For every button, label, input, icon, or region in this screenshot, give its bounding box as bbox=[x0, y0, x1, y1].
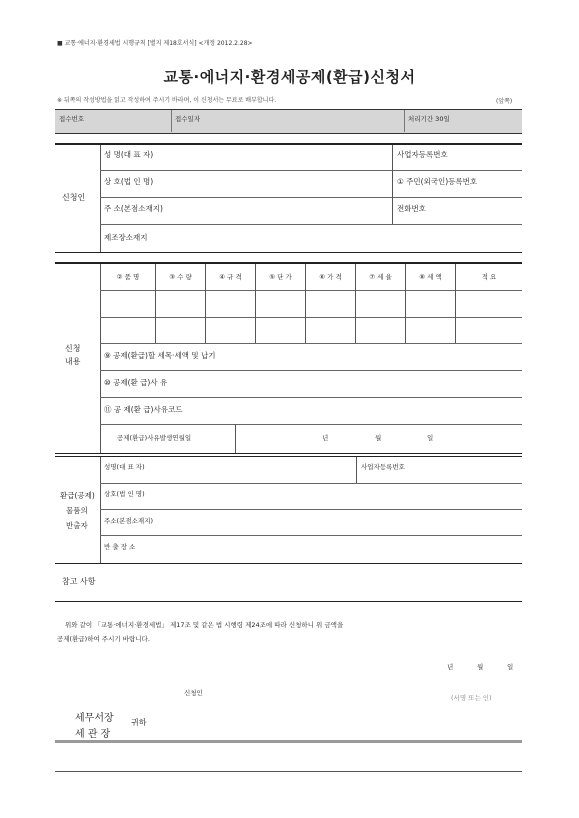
page-title: 교통·에너지·환경세공제(환급)신청서 bbox=[163, 68, 416, 86]
exporter-biz-no-field[interactable]: 사업자등록번호 bbox=[361, 463, 405, 471]
exporter-name-field[interactable]: 성명(대 표 자) bbox=[104, 463, 145, 471]
column-tax-rate: ⑦ 세 율 bbox=[369, 273, 392, 281]
reason-date-month: 월 bbox=[375, 434, 382, 442]
applicant-company-field[interactable]: 상 호(법 인 명) bbox=[104, 177, 154, 186]
applicant-name-field[interactable]: 성 명(대 표 자) bbox=[104, 150, 154, 159]
column-spec: ④ 규 격 bbox=[219, 273, 242, 281]
column-price: ⑥ 가 격 bbox=[319, 273, 342, 281]
applicant-sign-label: 신청인 bbox=[184, 689, 203, 697]
exporter-section-label-3: 반출자 bbox=[66, 521, 88, 530]
processing-period-label: 처리기간 30일 bbox=[408, 115, 450, 123]
exporter-section-label-1: 환급(공제) bbox=[60, 491, 95, 500]
side-label: (앞쪽) bbox=[496, 98, 513, 105]
statement-month: 월 bbox=[477, 663, 484, 671]
statement-line-1: 위와 같이 「교통·에너지·환경세법」 제17조 및 같은 법 시행령 제24조에 따라 신청하니 위 금액을 bbox=[65, 621, 344, 629]
footer-bar bbox=[55, 740, 522, 743]
receipt-number-label: 접수번호 bbox=[59, 115, 85, 123]
request-section-label-1: 신청 bbox=[65, 344, 81, 353]
honorific: 귀하 bbox=[131, 718, 147, 727]
section-divider bbox=[55, 143, 522, 145]
tax-item-row-label[interactable]: ⑨ 공제(환급)할 세목·세액 및 납기 bbox=[104, 351, 216, 360]
statement-day: 일 bbox=[507, 663, 514, 671]
column-quantity: ③ 수 량 bbox=[169, 273, 192, 281]
reference-label: 참고 사항 bbox=[62, 577, 96, 586]
reason-date-year: 년 bbox=[322, 434, 329, 442]
applicant-resident-no-field[interactable]: ① 주민(외국인)등록번호 bbox=[397, 177, 478, 186]
exporter-company-field[interactable]: 상호(법 인 명) bbox=[104, 490, 145, 498]
statement-year: 년 bbox=[447, 663, 454, 671]
applicant-section-label: 신청인 bbox=[62, 193, 86, 202]
reason-date-day: 일 bbox=[427, 434, 434, 442]
applicant-phone-field[interactable]: 전화번호 bbox=[397, 204, 426, 213]
reason-date-label: 공제(환급)사유발생연월일 bbox=[117, 434, 192, 442]
column-remarks: 적 요 bbox=[481, 273, 497, 281]
instruction-note: ※ 뒤쪽의 작성방법을 읽고 작성하여 주시기 바라며, 이 신청서는 무료로 배부합니다. bbox=[57, 97, 277, 104]
signature-field[interactable]: (서명 또는 인) bbox=[451, 694, 492, 702]
refund-reason-row-label[interactable]: ⑩ 공제(환 급)사 유 bbox=[104, 378, 168, 387]
statement-line-2: 공제(환급)하여 주시기 바랍니다. bbox=[57, 635, 150, 643]
column-item-name: ② 품 명 bbox=[116, 273, 140, 281]
request-section-label-2: 내용 bbox=[65, 357, 81, 366]
column-tax-amount: ⑧ 세 액 bbox=[419, 273, 442, 281]
exporter-address-field[interactable]: 주소(본점소재지) bbox=[104, 517, 154, 525]
refund-reason-code-row-label[interactable]: ⑪ 공 제(환 급)사유코드 bbox=[104, 405, 183, 414]
receipt-bar bbox=[55, 109, 522, 134]
recipient-customs: 세 관 장 bbox=[75, 729, 111, 740]
applicant-biz-no-field[interactable]: 사업자등록번호 bbox=[397, 150, 448, 159]
law-reference: ■ 교통·에너지·환경세법 시행규칙 [별지 제18호서식] <개정 2012.2.28> bbox=[57, 40, 253, 47]
exporter-section-label-2: 물품의 bbox=[66, 506, 88, 515]
factory-location-field[interactable]: 제조장소재지 bbox=[104, 233, 148, 242]
exporter-location-field[interactable]: 반 출 장 소 bbox=[104, 543, 136, 551]
recipient-tax-office: 세무서장 bbox=[75, 713, 114, 724]
applicant-address-field[interactable]: 주 소(본점소재지) bbox=[104, 204, 163, 213]
receipt-date-label: 접수일자 bbox=[175, 115, 201, 123]
column-unit-price: ⑤ 단 가 bbox=[269, 273, 292, 281]
